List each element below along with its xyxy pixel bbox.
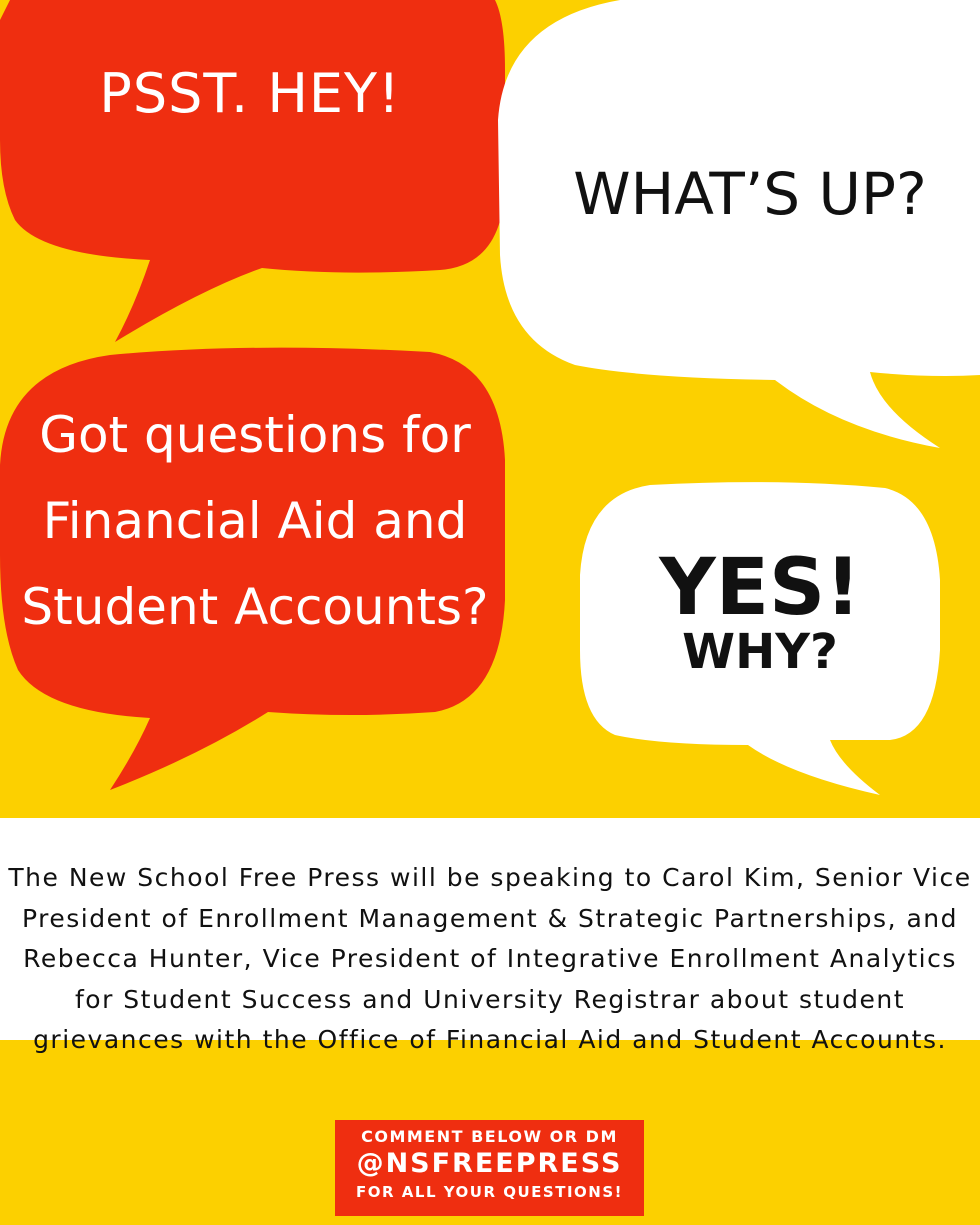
psst-bubble — [0, 0, 505, 342]
yes-text: YES! — [659, 543, 861, 633]
cta-line-3: FOR ALL YOUR QUESTIONS! — [356, 1183, 623, 1201]
cta-line-1: COMMENT BELOW OR DM — [361, 1127, 618, 1146]
whats-up-text: WHAT’S UP? — [573, 160, 927, 228]
why-text: WHY? — [682, 624, 838, 680]
info-text: The New School Free Press will be speaking to Carol Kim, Senior Vice President of Enrollment Management & Strategic Partnerships, and Rebecca Hunter, Vice President of Integrative Enrollment Analytics for Student Success and University Registrar about student grievances with the Office of Financial Aid and Student Accounts. — [8, 863, 972, 1055]
got-questions-text: Got questions for Financial Aid and Student Accounts? — [21, 406, 489, 636]
cta-box — [335, 1120, 644, 1216]
cta-handle: @NSFREEPRESS — [356, 1148, 623, 1179]
psst-text: PSST. HEY! — [99, 62, 401, 125]
